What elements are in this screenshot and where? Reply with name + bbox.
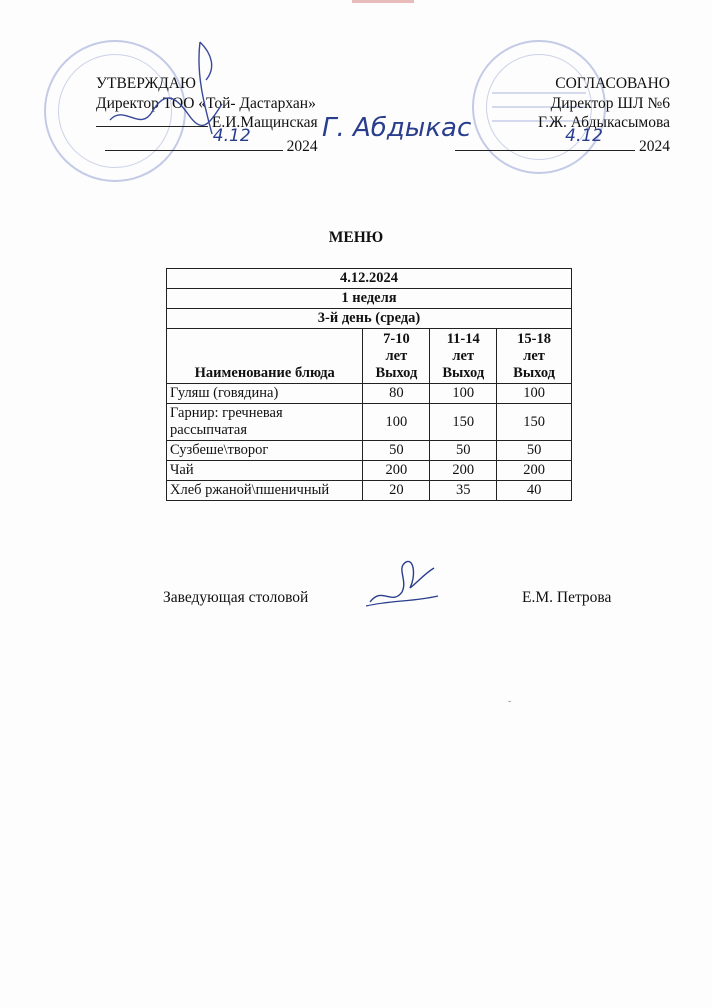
dish-name: Гуляш (говядина) (167, 384, 363, 404)
agreement-year: 2024 (639, 137, 670, 155)
output-label: Выход (442, 365, 485, 381)
dish-name: Хлеб ржаной\пшеничный (167, 481, 363, 501)
page-title: МЕНЮ (328, 229, 384, 246)
agreement-heading: СОГЛАСОВАНО (555, 75, 670, 92)
portion-value: 150 (497, 404, 572, 441)
table-row (167, 289, 572, 309)
approval-handwritten-date: 4.12 (212, 125, 251, 146)
table-row (167, 441, 572, 461)
top-edge-mark (352, 0, 414, 3)
agreement-position: Директор ШЛ №6 (550, 94, 670, 112)
portion-value: 200 (430, 461, 497, 481)
table-row (167, 384, 572, 404)
approval-signature (104, 34, 244, 144)
portion-value: 200 (497, 461, 572, 481)
dish-name: Чай (167, 461, 363, 481)
portion-value: 100 (430, 384, 497, 404)
approval-name: Е.И.Мащинская (211, 114, 318, 131)
approval-heading: УТВЕРЖДАЮ (96, 75, 196, 92)
portion-value: 50 (363, 441, 430, 461)
portion-value: 35 (430, 481, 497, 501)
table-header-row (167, 329, 572, 384)
age-label: 11-14 лет (446, 331, 480, 364)
footer-name: Е.М. Петрова (522, 589, 612, 606)
svg-text:Г. Абдыкас: Г. Абдыкас (322, 113, 472, 143)
agreement-block (454, 74, 670, 156)
portion-value: 100 (363, 404, 430, 441)
menu-date: 4.12.2024 (167, 269, 572, 289)
age-label: 7-10 лет (383, 331, 410, 364)
age-label: 15-18 лет (517, 331, 551, 364)
age-header (363, 329, 430, 384)
table-row (167, 461, 572, 481)
dish-header: Наименование блюда (167, 329, 363, 384)
stray-mark: ˘ (508, 700, 512, 711)
agreement-date-line (454, 125, 670, 157)
portion-value: 100 (497, 384, 572, 404)
agreement-date-underline (455, 125, 635, 151)
portion-value: 80 (363, 384, 430, 404)
agreement-handwritten-date: 4.12 (565, 125, 603, 146)
portion-value: 200 (363, 461, 430, 481)
age-header (430, 329, 497, 384)
portion-value: 50 (430, 441, 497, 461)
output-label: Выход (375, 365, 418, 381)
approval-position: Директор ТОО «Той- Дастархан» (96, 94, 316, 112)
age-header (497, 329, 572, 384)
footer-role: Заведующая столовой (163, 589, 309, 606)
table-row (167, 269, 572, 289)
portion-value: 40 (497, 481, 572, 501)
menu-week: 1 неделя (167, 289, 572, 309)
dish-name: Гарнир: гречневая рассыпчатая (167, 404, 363, 441)
portion-value: 20 (363, 481, 430, 501)
portion-value: 150 (430, 404, 497, 441)
approval-year: 2024 (286, 137, 318, 155)
footer-signature (362, 556, 442, 612)
table-row (167, 404, 572, 441)
menu-table (166, 268, 572, 501)
menu-day: 3-й день (среда) (167, 309, 572, 329)
table-row (167, 481, 572, 501)
dish-name: Сузбеше\творог (167, 441, 363, 461)
table-row (167, 309, 572, 329)
output-label: Выход (513, 365, 556, 381)
agreement-name: Г.Ж. Абдыкасымова (538, 114, 670, 131)
portion-value: 50 (497, 441, 572, 461)
